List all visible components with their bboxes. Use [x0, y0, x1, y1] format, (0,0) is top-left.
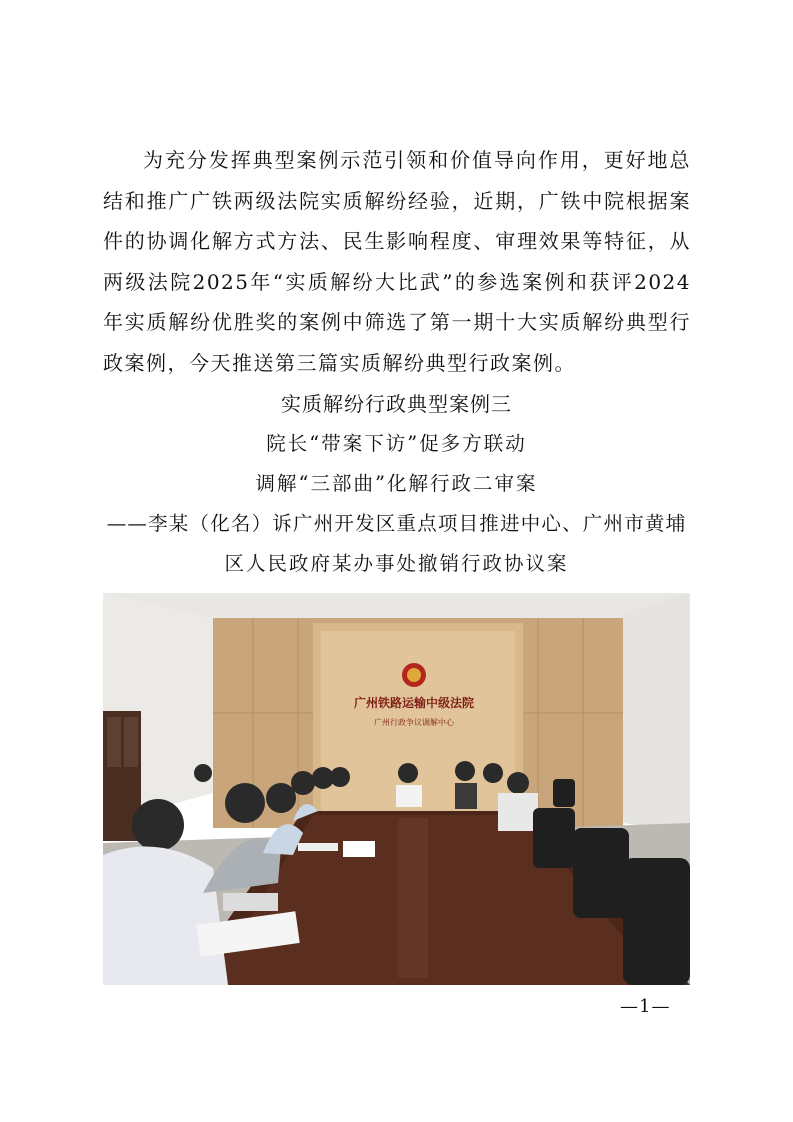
subtitle-line-2: 调解“三部曲”化解行政二审案 [255, 472, 538, 495]
subtitle-line-4: 区人民政府某办事处撤销行政协议案 [224, 552, 569, 575]
wall-sign-line2: 广州行政争议调解中心 [374, 718, 454, 727]
meeting-photo [103, 593, 690, 985]
body-paragraph: 为充分发挥典型案例示范引领和价值导向作用，更好地总结和推广广铁两级法院实质解纷经验，近期，广铁中院根据案件的协调化解方式方法、民生影响程度、审理效果等特征，从两级法院2025年“实质解纷大比武”的参选案例和获评2024年实质解纷优胜奖的案例中筛选了第一期十大实质解纷典型行政案例，今天推送第三篇实质解纷典型行政案例。 [103, 148, 691, 375]
case-title: 实质解纷行政典型案例三 [281, 392, 512, 416]
wall-sign-line1: 广州铁路运输中级法院 [353, 696, 475, 710]
page-number: —1— [620, 996, 671, 1017]
subtitle-line-1: 院长“带案下访”促多方联动 [266, 432, 527, 455]
subtitle-line-3: ——李某（化名）诉广州开发区重点项目推进中心、广州市黄埔 [106, 512, 687, 535]
